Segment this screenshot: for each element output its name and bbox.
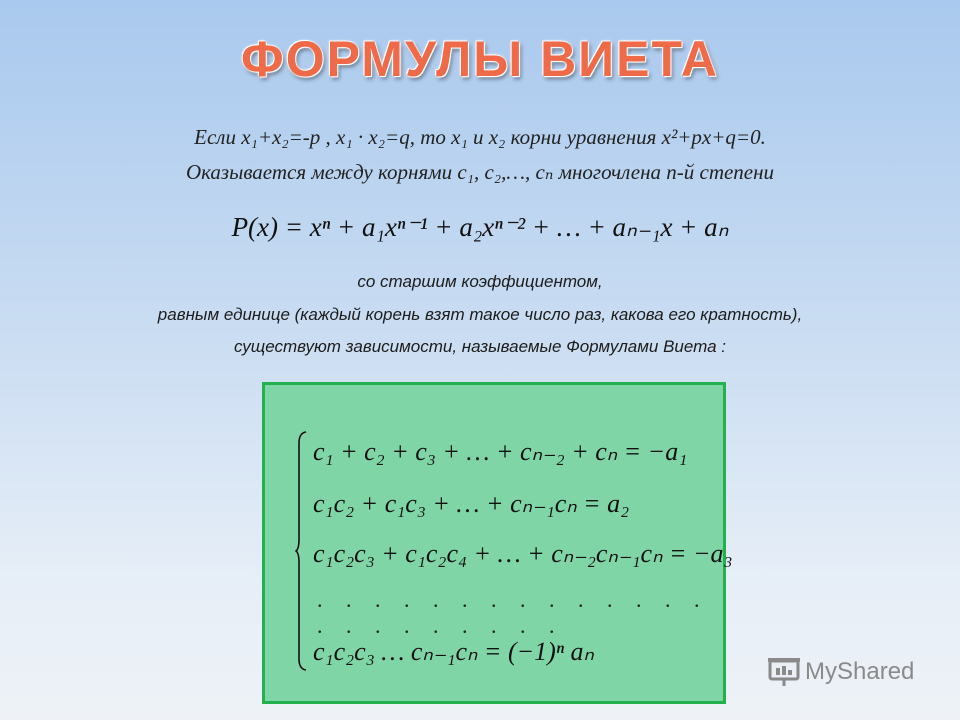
paragraph-line-2: равным единице (каждый корень взят такое число раз, какова его кратность), [157, 305, 803, 324]
system-equation-3: c₁c₂c₃ + c₁c₂c₄ + … + cₙ₋₂cₙ₋₁cₙ = −a₃ [313, 539, 733, 568]
watermark-text: MyShared [805, 658, 915, 685]
paragraph-line-3: существуют зависимости, называемые Формулами Виета : [233, 337, 726, 356]
system-equation-n: c₁c₂c₃ … cₙ₋₁cₙ = (−1)ⁿ aₙ [313, 637, 594, 666]
intro-line-2: Оказывается между корнями c₁, c₂,…, cₙ многочлена n-й степени [185, 160, 775, 184]
vieta-formulas-box [262, 382, 733, 704]
system-equation-1: c₁ + c₂ + c₃ + … + cₙ₋₂ + cₙ = −a₁ [313, 437, 688, 466]
presentation-icon [767, 657, 801, 687]
curly-brace-icon [295, 431, 307, 671]
page-title: ФОРМУЛЫ ВИЕТА [241, 31, 719, 87]
system-equation-2: c₁c₂ + c₁c₃ + … + cₙ₋₁cₙ = a₂ [313, 489, 630, 518]
paragraph-line-1: со старшим коэффициентом, [357, 272, 603, 291]
intro-line-1: Если x₁+x₂=-p , x₁ · x₂=q, то x₁ и x₂ корни уравнения x²+px+q=0. [194, 125, 766, 149]
polynomial-formula: P(x) = xⁿ + a₁xⁿ⁻¹ + a₂xⁿ⁻² + … + aₙ₋₁x + aₙ [231, 212, 729, 242]
system-ellipsis-row: . . . . . . . . . . . . . . . . . . . . . . . [317, 587, 709, 638]
